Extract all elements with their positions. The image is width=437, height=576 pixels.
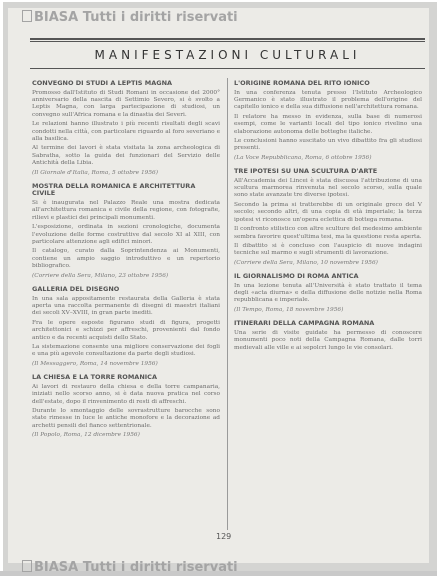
- article-heading: IL GIORNALISMO DI ROMA ANTICA: [234, 272, 359, 281]
- column-divider: [227, 78, 228, 530]
- article-paragraph: Durante lo smontaggio delle sovrastrutture barocche sono state rimesse in luce le antiche monofore e la decorazione ad archetti pensili del fianco settentrionale.: [32, 407, 220, 429]
- article-paragraph: All'Accademia dei Lincei è stata discussa l'attribuzione di una scultura marmorea rinvenuta nel secolo scorso, sulla quale sono state avanzate tre diverse ipotesi.: [234, 177, 422, 199]
- watermark-top-text: BIASA Tutti i diritti riservati: [34, 10, 238, 25]
- article-source-reference: (Corriere della Sera, Milano, 10 novembre 1956): [234, 259, 378, 266]
- article-paragraph: In una lezione tenuta all'Università è stato trattato il tema degli «acta diurna» e della diffusione delle notizie nella Roma repubblicana e imperiale.: [234, 282, 422, 304]
- article-paragraph: Al termine dei lavori è stata visitata la zona archeologica di Sabratha, sotto la guida dei funzionari del Servizio delle Antichità della Libia.: [32, 145, 220, 167]
- article-section: [234, 80, 422, 162]
- header-rule-bottom: [30, 68, 425, 69]
- article-heading: ITINERARI DELLA CAMPAGNA ROMANA: [234, 319, 375, 328]
- article-heading: GALLERIA DEL DISEGNO: [32, 285, 120, 294]
- article-section: [234, 273, 422, 314]
- article-source-reference: (Il Messaggero, Roma, 14 novembre 1956): [32, 360, 158, 367]
- article-paragraph: Il relatore ha messo in evidenza, sulla base di numerosi esempi, come le varianti locali del tipo ionico rivelino una elaborazione autonoma delle botteghe italiche.: [234, 113, 422, 135]
- page-title: MANIFESTAZIONI CULTURALI: [94, 48, 361, 62]
- article-paragraph: Una serie di visite guidate ha permesso di conoscere monumenti poco noti della Campagna Romana, dalle torri medievali alle ville e ai sepolcri lungo le vie consolari.: [234, 329, 422, 351]
- watermark-logo-icon: [22, 10, 32, 22]
- article-paragraph: In una sala appositamente restaurata della Galleria è stata aperta una raccolta permanente di disegni di maestri italiani dei secoli XV–XVIII, in gran parte inediti.: [32, 295, 220, 317]
- article-paragraph: Le relazioni hanno illustrato i più recenti risultati degli scavi condotti nella città, con particolare riguardo al foro severiano e alla basilica.: [32, 121, 220, 142]
- article-section: [32, 80, 220, 177]
- article-paragraph: Ai lavori di restauro della chiesa e della torre campanaria, iniziati nello scorso anno, si è data nuova pratica nel corso dell'estate, dopo il rinvenimento di resti di affreschi.: [32, 383, 220, 405]
- watermark-bottom: [22, 560, 238, 576]
- article-paragraph: Fra le opere esposte figurano studi di figura, progetti architettonici e schizzi per affreschi, provenienti dal fondo antico e da recenti acquisti dello Stato.: [32, 319, 220, 341]
- article-paragraph: L'esposizione, ordinata in sezioni cronologiche, documenta l'evoluzione delle forme costruttive dal secolo XI al XIII, con particolare attenzione agli edifici minori.: [32, 224, 220, 245]
- article-section: [234, 168, 422, 267]
- article-heading: L'ORIGINE ROMANA DEL RITO IONICO: [234, 79, 370, 87]
- article-paragraph: Si è inaugurata nel Palazzo Reale una mostra dedicata all'architettura romanica e civile della regione, con fotografie, rilievi e plastici dei principali monumenti.: [32, 199, 220, 221]
- article-paragraph: In una conferenza tenuta presso l'Istituto Archeologico Germanico è stato illustrato il problema dell'origine del capitello ionico e della sua diffusione nell'architettura romana.: [234, 89, 422, 111]
- right-column: [234, 80, 422, 358]
- article-paragraph: Il confronto stilistico con altre sculture del medesimo ambiente sembra favorire quest'ultima tesi, ma la questione resta aperta.: [234, 226, 422, 240]
- journal-page: [8, 8, 429, 575]
- article-paragraph: Secondo la prima si tratterebbe di un originale greco del V secolo; secondo altri, di una copia di età imperiale; la terza ipotesi vi riconosce un'opera eclettica di bottega romana.: [234, 201, 422, 223]
- header-rule-top-thin: [30, 41, 425, 42]
- article-paragraph: Promosso dall'Istituto di Studi Romani in occasione del 2000° anniversario della nascita di Settimio Severo, si è svolto a Leptis Magna, con larga partecipazione di studiosi, un convegno sull'Africa romana e la dinastia dei Severi.: [32, 89, 220, 118]
- article-paragraph: Le conclusioni hanno suscitato un vivo dibattito fra gli studiosi presenti.: [234, 137, 422, 152]
- watermark-logo-icon: [22, 560, 32, 572]
- article-heading: TRE IPOTESI SU UNA SCULTURA D'ARTE: [234, 167, 378, 176]
- article-heading: CONVEGNO DI STUDI A LEPTIS MAGNA: [32, 79, 173, 87]
- article-source-reference: (Il Popolo, Roma, 12 dicembre 1956): [32, 432, 140, 439]
- article-section: [234, 320, 422, 352]
- article-section: [32, 183, 220, 280]
- article-paragraph: Il catalogo, curato dalla Soprintendenza ai Monumenti, contiene un ampio saggio introduttivo e un repertorio bibliografico.: [32, 248, 220, 270]
- article-section: [32, 286, 220, 368]
- article-heading: MOSTRA DELLA ROMANICA E ARCHITETTURA CIVILE: [32, 181, 196, 198]
- article-paragraph: Il dibattito si è concluso con l'auspicio di nuove indagini tecniche sul marmo e sugli strumenti di lavorazione.: [234, 242, 422, 257]
- watermark-top: [22, 10, 238, 26]
- article-source-reference: (Il Giornale d'Italia, Roma, 5 ottobre 1956): [32, 169, 158, 176]
- left-column: [32, 80, 220, 446]
- page-number: 129: [216, 532, 232, 541]
- article-source-reference: (Il Tempo, Roma, 18 novembre 1956): [234, 306, 344, 313]
- article-source-reference: (Corriere della Sera, Milano, 23 ottobre 1956): [32, 272, 169, 279]
- scan-edge-top: [0, 0, 437, 2]
- article-heading: LA CHIESA E LA TORRE ROMANICA: [32, 373, 157, 382]
- article-paragraph: La sistemazione consente una migliore conservazione dei fogli e una più agevole consultazione da parte degli studiosi.: [32, 343, 220, 358]
- scan-edge-left: [0, 0, 3, 571]
- header-rule-top: [30, 38, 425, 40]
- watermark-bottom-text: BIASA Tutti i diritti riservati: [34, 560, 238, 575]
- article-source-reference: (La Voce Repubblicana, Roma, 6 ottobre 1956): [234, 154, 372, 161]
- article-section: [32, 374, 220, 439]
